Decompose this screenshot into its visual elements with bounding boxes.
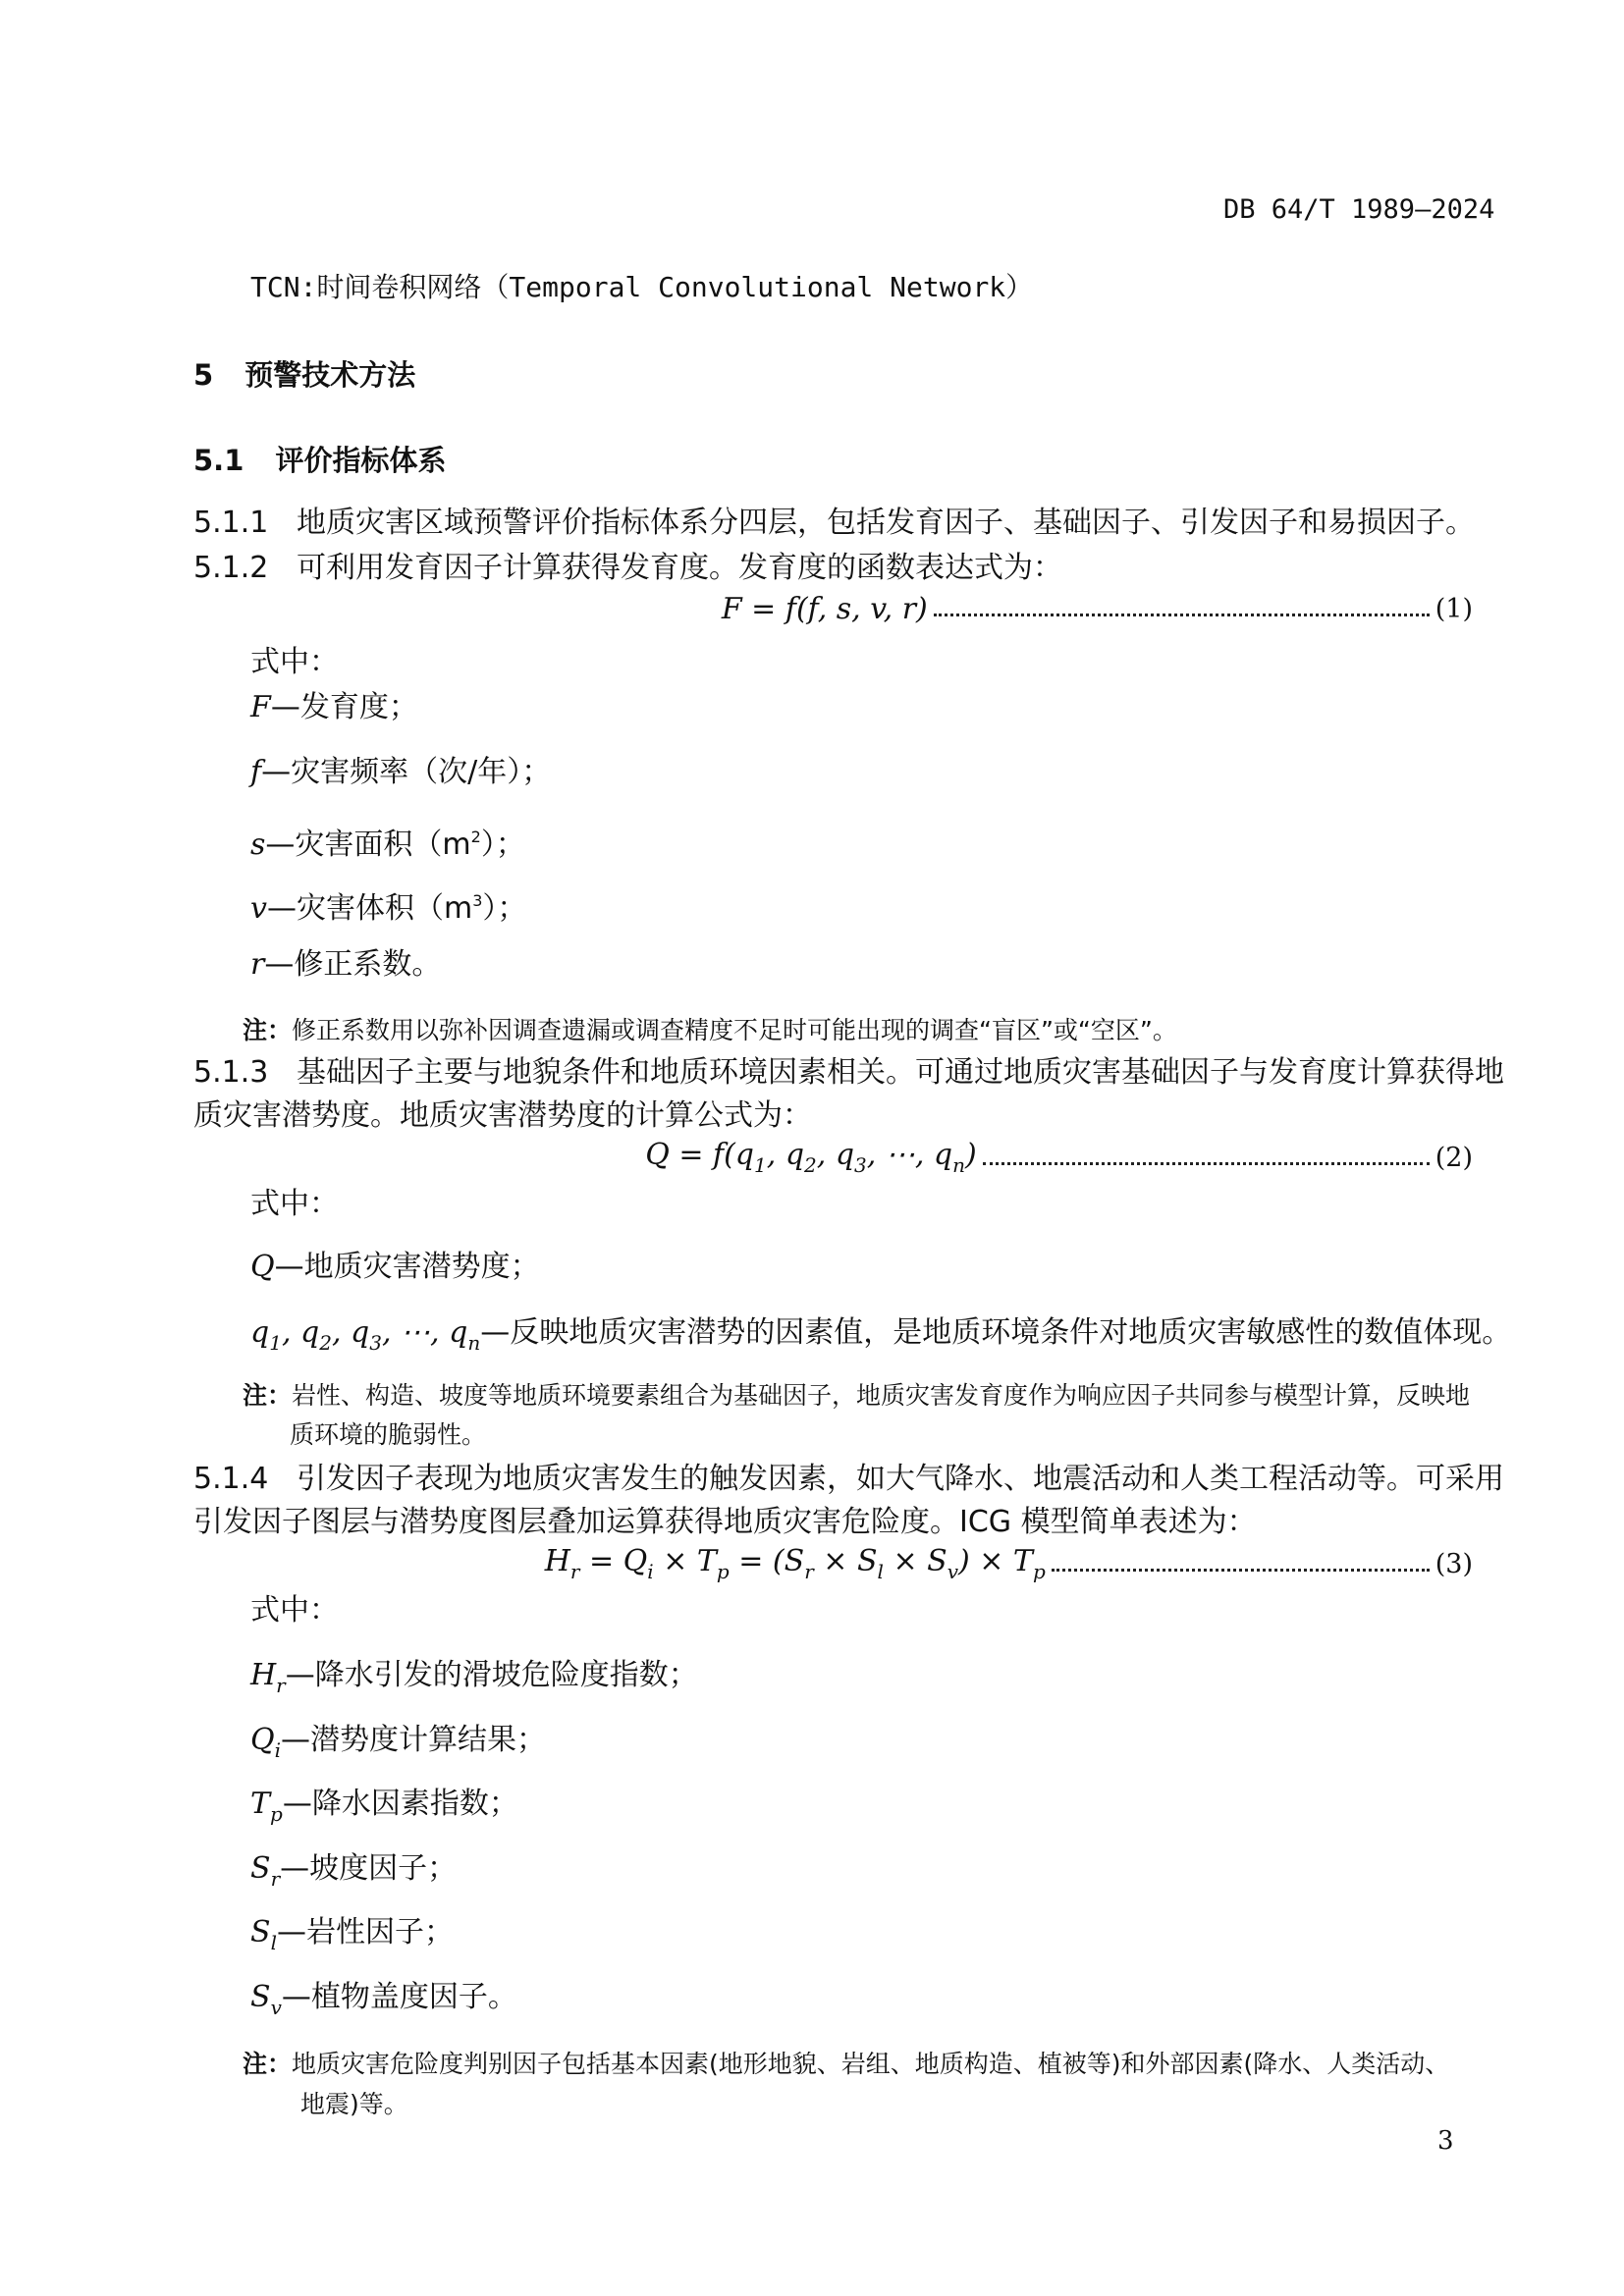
leader-dots [1052,1569,1430,1572]
symbol: $H_r$ [250,1658,286,1697]
equation-formula: $H_r = Q_i \times T_p = (S_r \times S_l \times S_v) \times T_p$ [544,1544,1046,1583]
symbol: v [250,891,267,926]
def-Sr [250,1846,457,1901]
note-5-1-3 [243,1376,1470,1415]
equation-number: (1) [1435,593,1473,624]
definition: —灾害面积（m [265,828,471,862]
definition: —降水因素指数； [282,1787,518,1821]
equation-formula: $Q = f(q_1$, $q_2$, $q_3$, ⋯, $q_n$) [645,1138,977,1177]
clause-number: 5.1.1 [193,506,269,540]
clause-text: 引发因子表现为地质灾害发生的触发因素，如大气降水、地震活动和人类工程活动等。可采用 [297,1462,1504,1496]
note-text: 岩性、构造、坡度等地质环境要素组合为基础因子，地质灾害发育度作为响应因子共同参与模型计算，反映地 [292,1381,1471,1410]
where-label: 式中： [250,1593,339,1628]
definition: —坡度因子； [280,1851,458,1886]
symbol: r [250,947,265,982]
definition-tail: ）； [482,891,527,926]
clause-5-1-3-line2: 质灾害潜势度。地质灾害潜势度的计算公式为： [193,1098,812,1133]
symbol: $T_p$ [250,1787,283,1826]
definition: —灾害频率（次/年）； [261,755,552,789]
clause-number: 5.1.2 [193,551,269,585]
symbol: $S_l$ [250,1915,277,1954]
def-Sl [250,1910,454,1965]
equation-formula: F = f(f, s, v, r) [721,591,928,626]
section-5-1-heading [193,439,447,479]
definition: —地质灾害潜势度； [274,1250,540,1284]
superscript: 3 [472,891,483,910]
doc-code-header: DB 64/T 1989—2024 [1223,194,1495,225]
equation-number: (3) [1435,1548,1473,1579]
note-5-1-4-line2: 地震)等。 [300,2090,408,2118]
section-number: 5 [193,358,214,392]
note-5-1-2 [243,1011,1177,1050]
symbol: f [250,755,262,789]
symbol: $S_r$ [250,1851,281,1891]
note-5-1-4 [243,2045,1449,2084]
clause-5-1-2 [193,546,1062,591]
where-label: 式中： [250,1187,339,1221]
clause-5-1-3 [193,1050,1504,1095]
symbol: $S_v$ [250,1980,282,2019]
note-label: 注： [243,1016,293,1044]
equation-1 [589,587,1473,630]
def-f [250,750,551,795]
def-s [250,815,525,868]
note-5-1-3-line2: 质环境的脆弱性。 [290,1420,487,1449]
clause-text: 基础因子主要与地貌条件和地质环境因素相关。可通过地质灾害基础因子与发育度计算获得地 [297,1055,1504,1090]
definition: —修正系数。 [264,947,442,982]
symbol: Q [250,1250,275,1284]
symbol: s [250,828,266,862]
clause-text: 地质灾害区域预警评价指标体系分四层，包括发育因子、基础因子、引发因子和易损因子。 [297,506,1475,540]
definition: —植物盖度因子。 [281,1980,517,2014]
leader-dots [934,614,1430,616]
section-number: 5.1 [193,444,244,477]
def-Q [250,1245,540,1290]
definition-tail: ）； [480,828,525,862]
note-text: 修正系数用以弥补因调查遗漏或调查精度不足时可能出现的调查“盲区”或“空区”。 [292,1016,1177,1044]
note-label: 注： [243,1381,293,1410]
clause-number: 5.1.4 [193,1462,269,1496]
definition: —潜势度计算结果； [281,1723,547,1757]
def-Sv [250,1975,517,2030]
def-F [250,685,418,730]
clause-text: 可利用发育因子计算获得发育度。发育度的函数表达式为： [297,551,1062,585]
def-Hr [250,1653,698,1708]
note-text: 地质灾害危险度判别因子包括基本因素(地形地貌、岩组、地质构造、植被等)和外部因素(降水、人类活动、 [292,2050,1450,2078]
clause-number: 5.1.3 [193,1055,269,1090]
definition: —降水引发的滑坡危险度指数； [285,1658,698,1692]
definition: —反映地质灾害潜势的因素值，是地质环境条件对地质灾害敏感性的数值体现。 [480,1315,1512,1350]
definition: —发育度； [270,690,418,724]
superscript: 2 [470,828,481,846]
section-title: 评价指标体系 [275,444,447,477]
definition: —灾害体积（m [266,891,473,926]
def-q-series [250,1310,1511,1365]
def-Tp [250,1782,518,1837]
equation-number: (2) [1435,1142,1473,1173]
def-Qi [250,1718,546,1773]
section-title: 预警技术方法 [244,358,416,392]
symbol: $Q_i$ [250,1723,282,1762]
definition: —岩性因子； [276,1915,454,1949]
equation-3 [544,1542,1473,1585]
def-v [250,879,526,932]
page-number: 3 [1437,2126,1454,2156]
clause-5-1-4 [193,1457,1504,1502]
section-5-heading [193,353,415,394]
abbreviation-tcn: TCN:时间卷积网络（Temporal Convolutional Network） [250,271,1034,303]
clause-5-1-4-line2: 引发因子图层与潜势度图层叠加运算获得地质灾害危险度。ICG 模型简单表述为： [193,1505,1257,1539]
clause-5-1-1 [193,501,1475,546]
symbol: F [250,690,271,724]
equation-2 [589,1136,1473,1179]
def-r [250,942,441,988]
note-label: 注： [243,2050,293,2078]
where-label: 式中： [250,645,339,679]
symbol: $q_1$, $q_2$, $q_3$, ⋯, $q_n$ [250,1315,481,1355]
leader-dots [983,1162,1430,1165]
